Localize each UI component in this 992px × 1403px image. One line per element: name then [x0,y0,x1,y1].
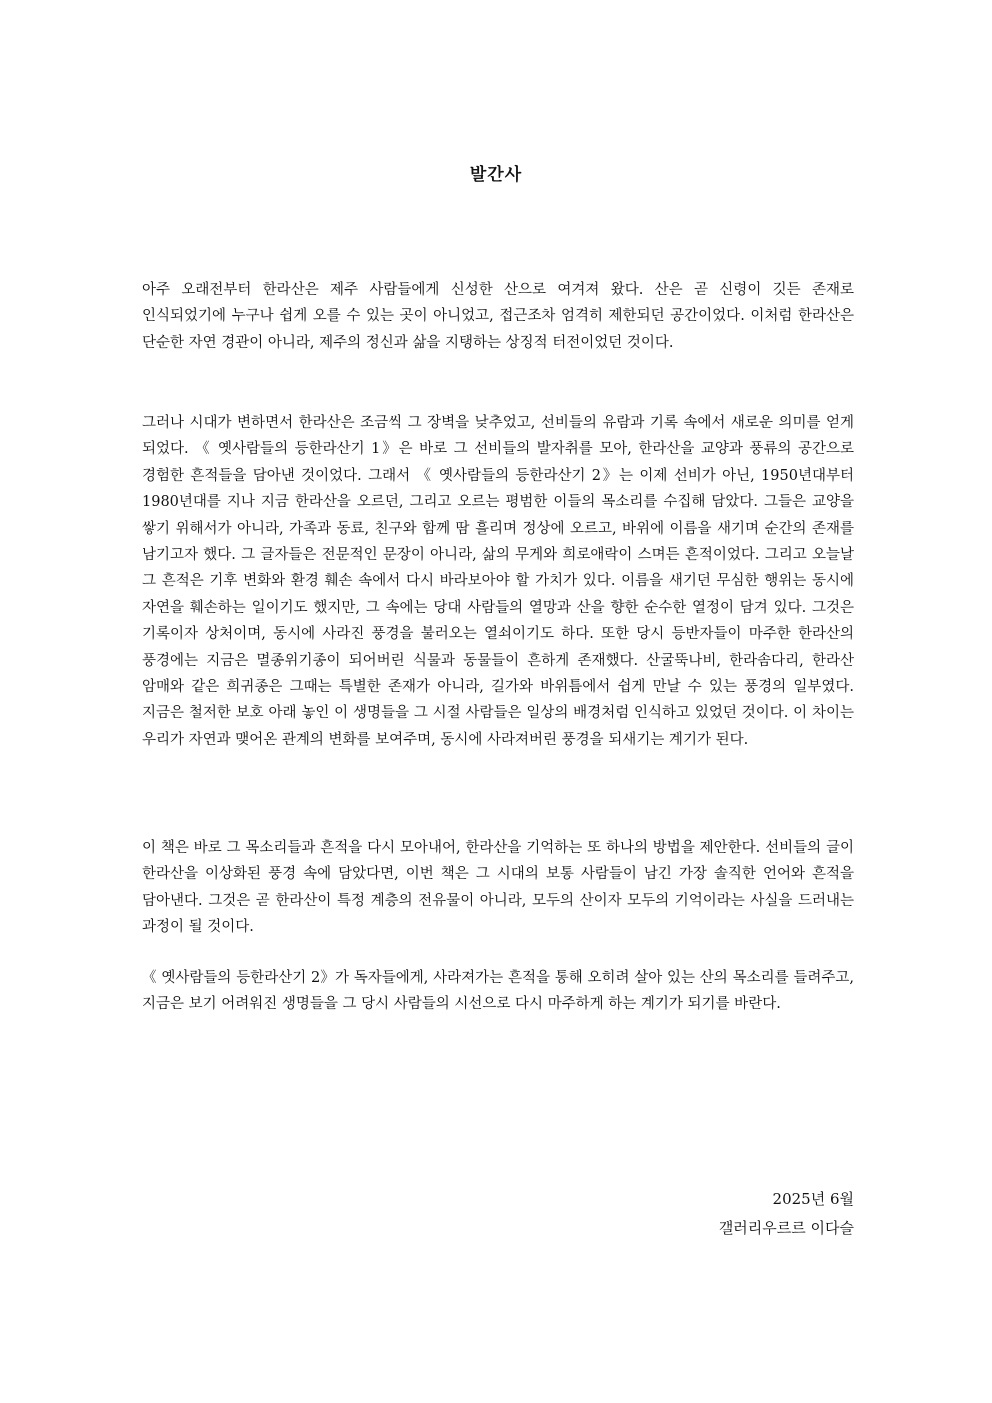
paragraph-history: 그러나 시대가 변하면서 한라산은 조금씩 그 장벽을 낮추었고, 선비들의 유람과 기록 속에서 새로운 의미를 얻게 되었다. 《 옛사람들의 등한라산기 1》은 바로 그 선비들의 발자취를 모아, 한라산을 교양과 풍류의 공간으로 경험한 흔적들을 담아낸 것이었다. 그래서 《 옛사람들의 등한라산기 2》는 이제 선비가 아닌, 1950년대부터 1980년대를 지나 지금 한라산을 오르던, 그리고 오르는 평범한 이들의 목소리를 수집해 담았다. 그들은 교양을 쌓기 위해서가 아니라, 가족과 동료, 친구와 함께 땀 흘리며 정상에 오르고, 바위에 이름을 새기며 순간의 존재를 남기고자 했다. 그 글자들은 전문적인 문장이 아니라, 삶의 무게와 희로애락이 스며든 흔적이었다. 그리고 오늘날 그 흔적은 기후 변화와 환경 훼손 속에서 다시 바라보아야 할 가치가 있다. 이름을 새기던 무심한 행위는 동시에 자연을 훼손하는 일이기도 했지만, 그 속에는 당대 사람들의 열망과 산을 향한 순수한 열정이 담겨 있다. 그것은 기록이자 상처이며, 동시에 사라진 풍경을 불러오는 열쇠이기도 하다. 또한 당시 등반자들이 마주한 한라산의 풍경에는 지금은 멸종위기종이 되어버린 식물과 동물들이 흔하게 존재했다. 산굴뚝나비, 한라솜다리, 한라산 암매와 같은 희귀종은 그때는 특별한 존재가 아니라, 길가와 바위틈에서 쉽게 만날 수 있는 풍경의 일부였다. 지금은 철저한 보호 아래 놓인 이 생명들을 그 시절 사람들은 일상의 배경처럼 인식하고 있었던 것이다. 이 차이는 우리가 자연과 맺어온 관계의 변화를 보여주며, 동시에 사라져버린 풍경을 되새기는 계기가 된다. [142,415,854,748]
paragraph-proposal: 이 책은 바로 그 목소리들과 흔적을 다시 모아내어, 한라산을 기억하는 또 하나의 방법을 제안한다. 선비들의 글이 한라산을 이상화된 풍경 속에 담았다면, 이번 책은 그 시대의 보통 사람들이 남긴 가장 솔직한 언어와 흔적을 담아낸다. 그것은 곧 한라산이 특정 계층의 전유물이 아니라, 모두의 산이자 모두의 기억이라는 사실을 드러내는 과정이 될 것이다. [142,840,854,936]
signature-date: 2025년 6월 [772,1190,854,1208]
page-title: 발간사 [469,165,523,185]
paragraph-closing: 《 옛사람들의 등한라산기 2》가 독자들에게, 사라져가는 흔적을 통해 오히려 살아 있는 산의 목소리를 들려주고, 지금은 보기 어려워진 생명들을 그 당시 사람들의 시선으로 다시 마주하게 하는 계기가 되기를 바란다. [142,970,854,1013]
signature-author: 갤러리우르르 이다슬 [718,1219,854,1237]
signature-block [560,1185,854,1243]
paragraph-intro: 아주 오래전부터 한라산은 제주 사람들에게 신성한 산으로 여겨져 왔다. 산은 곧 신령이 깃든 존재로 인식되었기에 누구나 쉽게 오를 수 있는 곳이 아니었고, 접근조차 엄격히 제한되던 공간이었다. 이처럼 한라산은 단순한 자연 경관이 아니라, 제주의 정신과 삶을 지탱하는 상징적 터전이었던 것이다. [142,282,854,351]
